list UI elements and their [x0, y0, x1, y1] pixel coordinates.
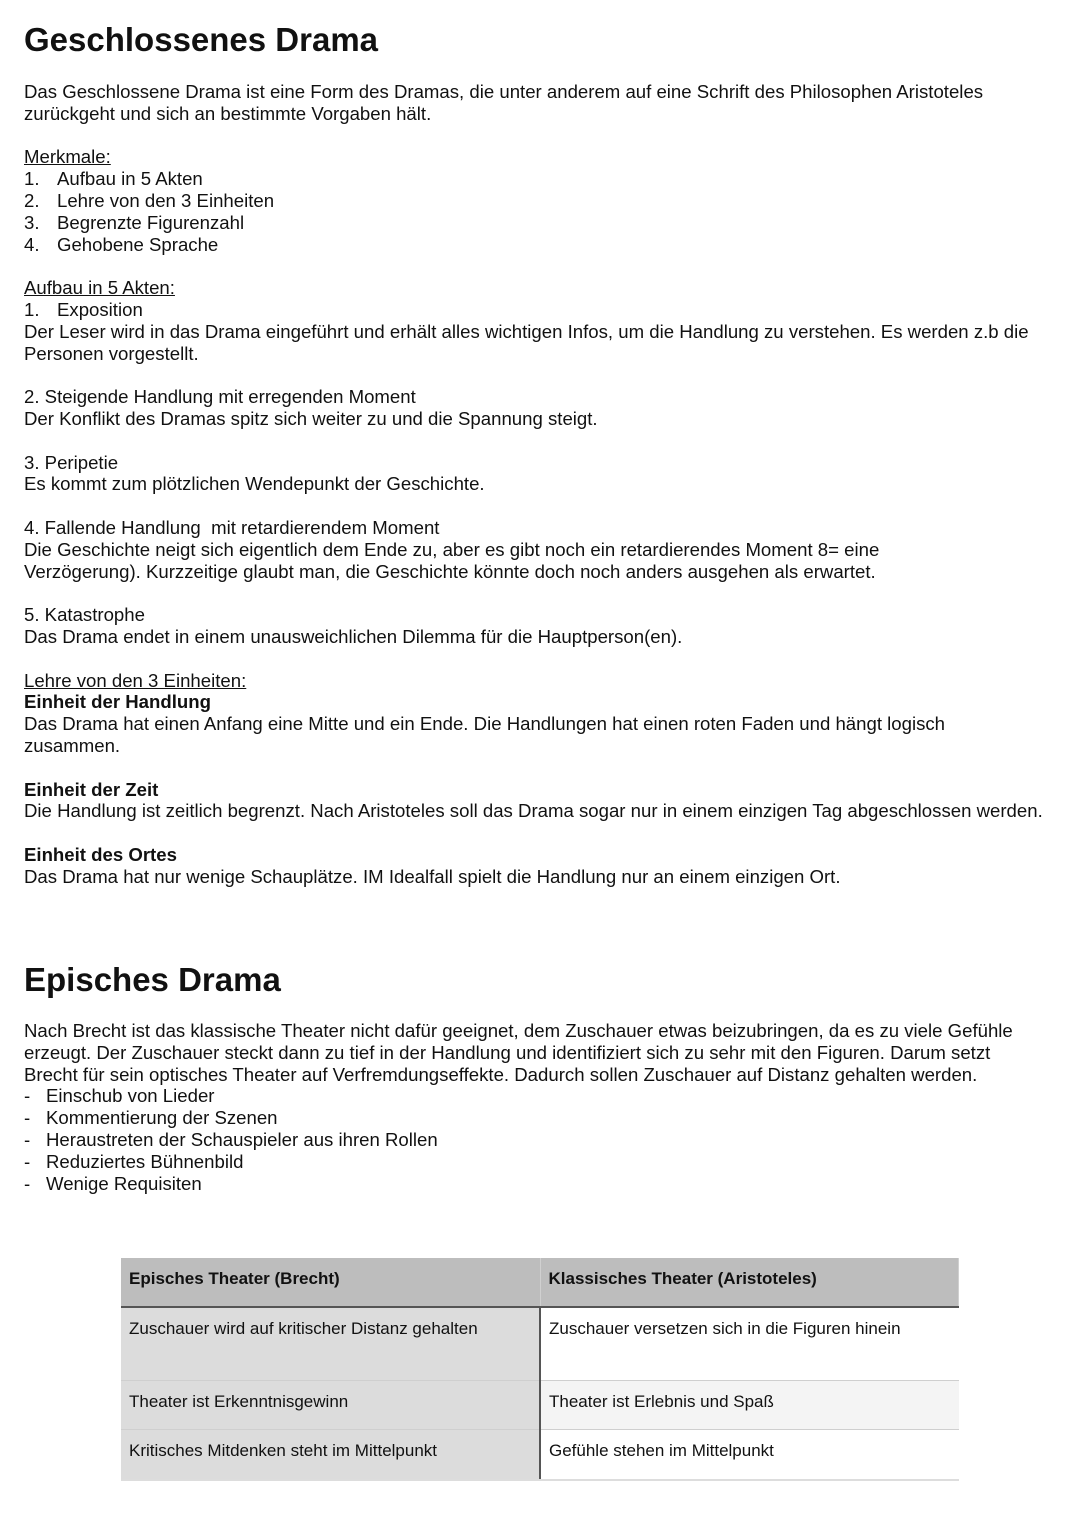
table-cell: Theater ist Erkenntnisgewinn	[121, 1381, 540, 1430]
table-header-row	[121, 1258, 959, 1307]
comparison-table	[121, 1258, 959, 1481]
list-item: 4. Gehobene Sprache	[24, 233, 219, 255]
einheit-zeit-text: Die Handlung ist zeitlich begrenzt. Nach Aristoteles soll das Drama sogar nur in einem einzigen Tag abgeschlossen werden.	[24, 800, 1043, 822]
merkmale-heading: Merkmale:	[24, 146, 111, 168]
list-item: - Heraustreten der Schauspieler aus ihren Rollen	[24, 1128, 438, 1150]
table-cell: Theater ist Erlebnis und Spaß	[540, 1381, 959, 1430]
list-item: - Einschub von Lieder	[24, 1085, 215, 1107]
list-item: - Kommentierung der Szenen	[24, 1107, 278, 1129]
list-item: - Wenige Requisiten	[24, 1172, 202, 1194]
intro-paragraph: Das Geschlossene Drama ist eine Form des Dramas, die unter anderem auf eine Schrift des Philosophen Aristoteles zurückgeht und sich an bestimmte Vorgaben hält.	[24, 81, 984, 124]
table-cell: Zuschauer wird auf kritischer Distanz gehalten	[121, 1307, 540, 1381]
akt5-text: Das Drama endet in einem unausweichlichen Dilemma für die Hauptperson(en).	[24, 625, 683, 647]
list-item: - Reduziertes Bühnenbild	[24, 1150, 244, 1172]
einheit-zeit-title: Einheit der Zeit	[24, 778, 159, 800]
einheit-handlung-title: Einheit der Handlung	[24, 691, 211, 713]
section-episches-drama	[24, 960, 1064, 1194]
aufbau-heading: Aufbau in 5 Akten:	[24, 277, 175, 299]
akt4-title: 4. Fallende Handlung mit retardierendem Moment	[24, 516, 440, 538]
header-episches-theater: Episches Theater (Brecht)	[121, 1258, 540, 1307]
einheit-ort-title: Einheit des Ortes	[24, 843, 177, 865]
einheit-handlung-text: Das Drama hat einen Anfang eine Mitte und ein Ende. Die Handlungen hat einen roten Faden und hängt logisch zusammen.	[24, 713, 946, 756]
verfremdung-list	[24, 1085, 1064, 1194]
table-row	[121, 1307, 959, 1381]
table-cell: Gefühle stehen im Mittelpunkt	[540, 1430, 959, 1481]
einheiten-heading: Lehre von den 3 Einheiten:	[24, 669, 247, 691]
akt2-text: Der Konflikt des Dramas spitz sich weiter zu und die Spannung steigt.	[24, 407, 598, 429]
table-row	[121, 1381, 959, 1430]
section-geschlossenes-drama	[24, 20, 1064, 887]
list-item: 1. Aufbau in 5 Akten	[24, 168, 203, 190]
einheit-ort-text: Das Drama hat nur wenige Schauplätze. IM Idealfall spielt die Handlung nur an einem einzigen Ort.	[24, 865, 841, 887]
akt4-text: Die Geschichte neigt sich eigentlich dem Ende zu, aber es gibt noch ein retardierendes Moment 8= eine Verzögerung). Kurzzeitige glaubt man, die Geschichte könnte doch noch anders ausgehen als erwartet.	[24, 538, 880, 582]
akt2-title: 2. Steigende Handlung mit erregenden Moment	[24, 386, 416, 408]
header-klassisches-theater: Klassisches Theater (Aristoteles)	[540, 1258, 959, 1307]
akt1-text: Der Leser wird in das Drama eingeführt und erhält alles wichtigen Infos, um die Handlung zu verstehen. Es werden z.b die Personen vorgestellt.	[24, 320, 1029, 364]
akt5-title: 5. Katastrophe	[24, 604, 145, 626]
title-episches-drama: Episches Drama	[24, 961, 281, 998]
akt3-text: Es kommt zum plötzlichen Wendepunkt der Geschichte.	[24, 473, 485, 495]
episch-intro-paragraph: Nach Brecht ist das klassische Theater nicht dafür geeignet, dem Zuschauer etwas beizubringen, da es zu viele Gefühle erzeugt. Der Zuschauer steckt dann zu tief in der Handlung und identifiziert sich zu sehr mit den Figuren. Darum setzt Brecht für sein optisches Theater auf Verfremdungseffekte. Dadurch sollen Zuschauer auf Distanz gehalten werden.	[24, 1020, 1013, 1085]
list-item: 3. Begrenzte Figurenzahl	[24, 211, 245, 233]
title-geschlossenes-drama: Geschlossenes Drama	[24, 21, 379, 58]
table-cell: Kritisches Mitdenken steht im Mittelpunkt	[121, 1430, 540, 1481]
merkmale-list	[24, 168, 1064, 255]
table-row	[121, 1430, 959, 1481]
list-item: 2. Lehre von den 3 Einheiten	[24, 189, 275, 211]
akt1-title: 1. Exposition	[24, 298, 143, 320]
akt3-title: 3. Peripetie	[24, 451, 119, 473]
table-cell: Zuschauer versetzen sich in die Figuren hinein	[540, 1307, 959, 1381]
